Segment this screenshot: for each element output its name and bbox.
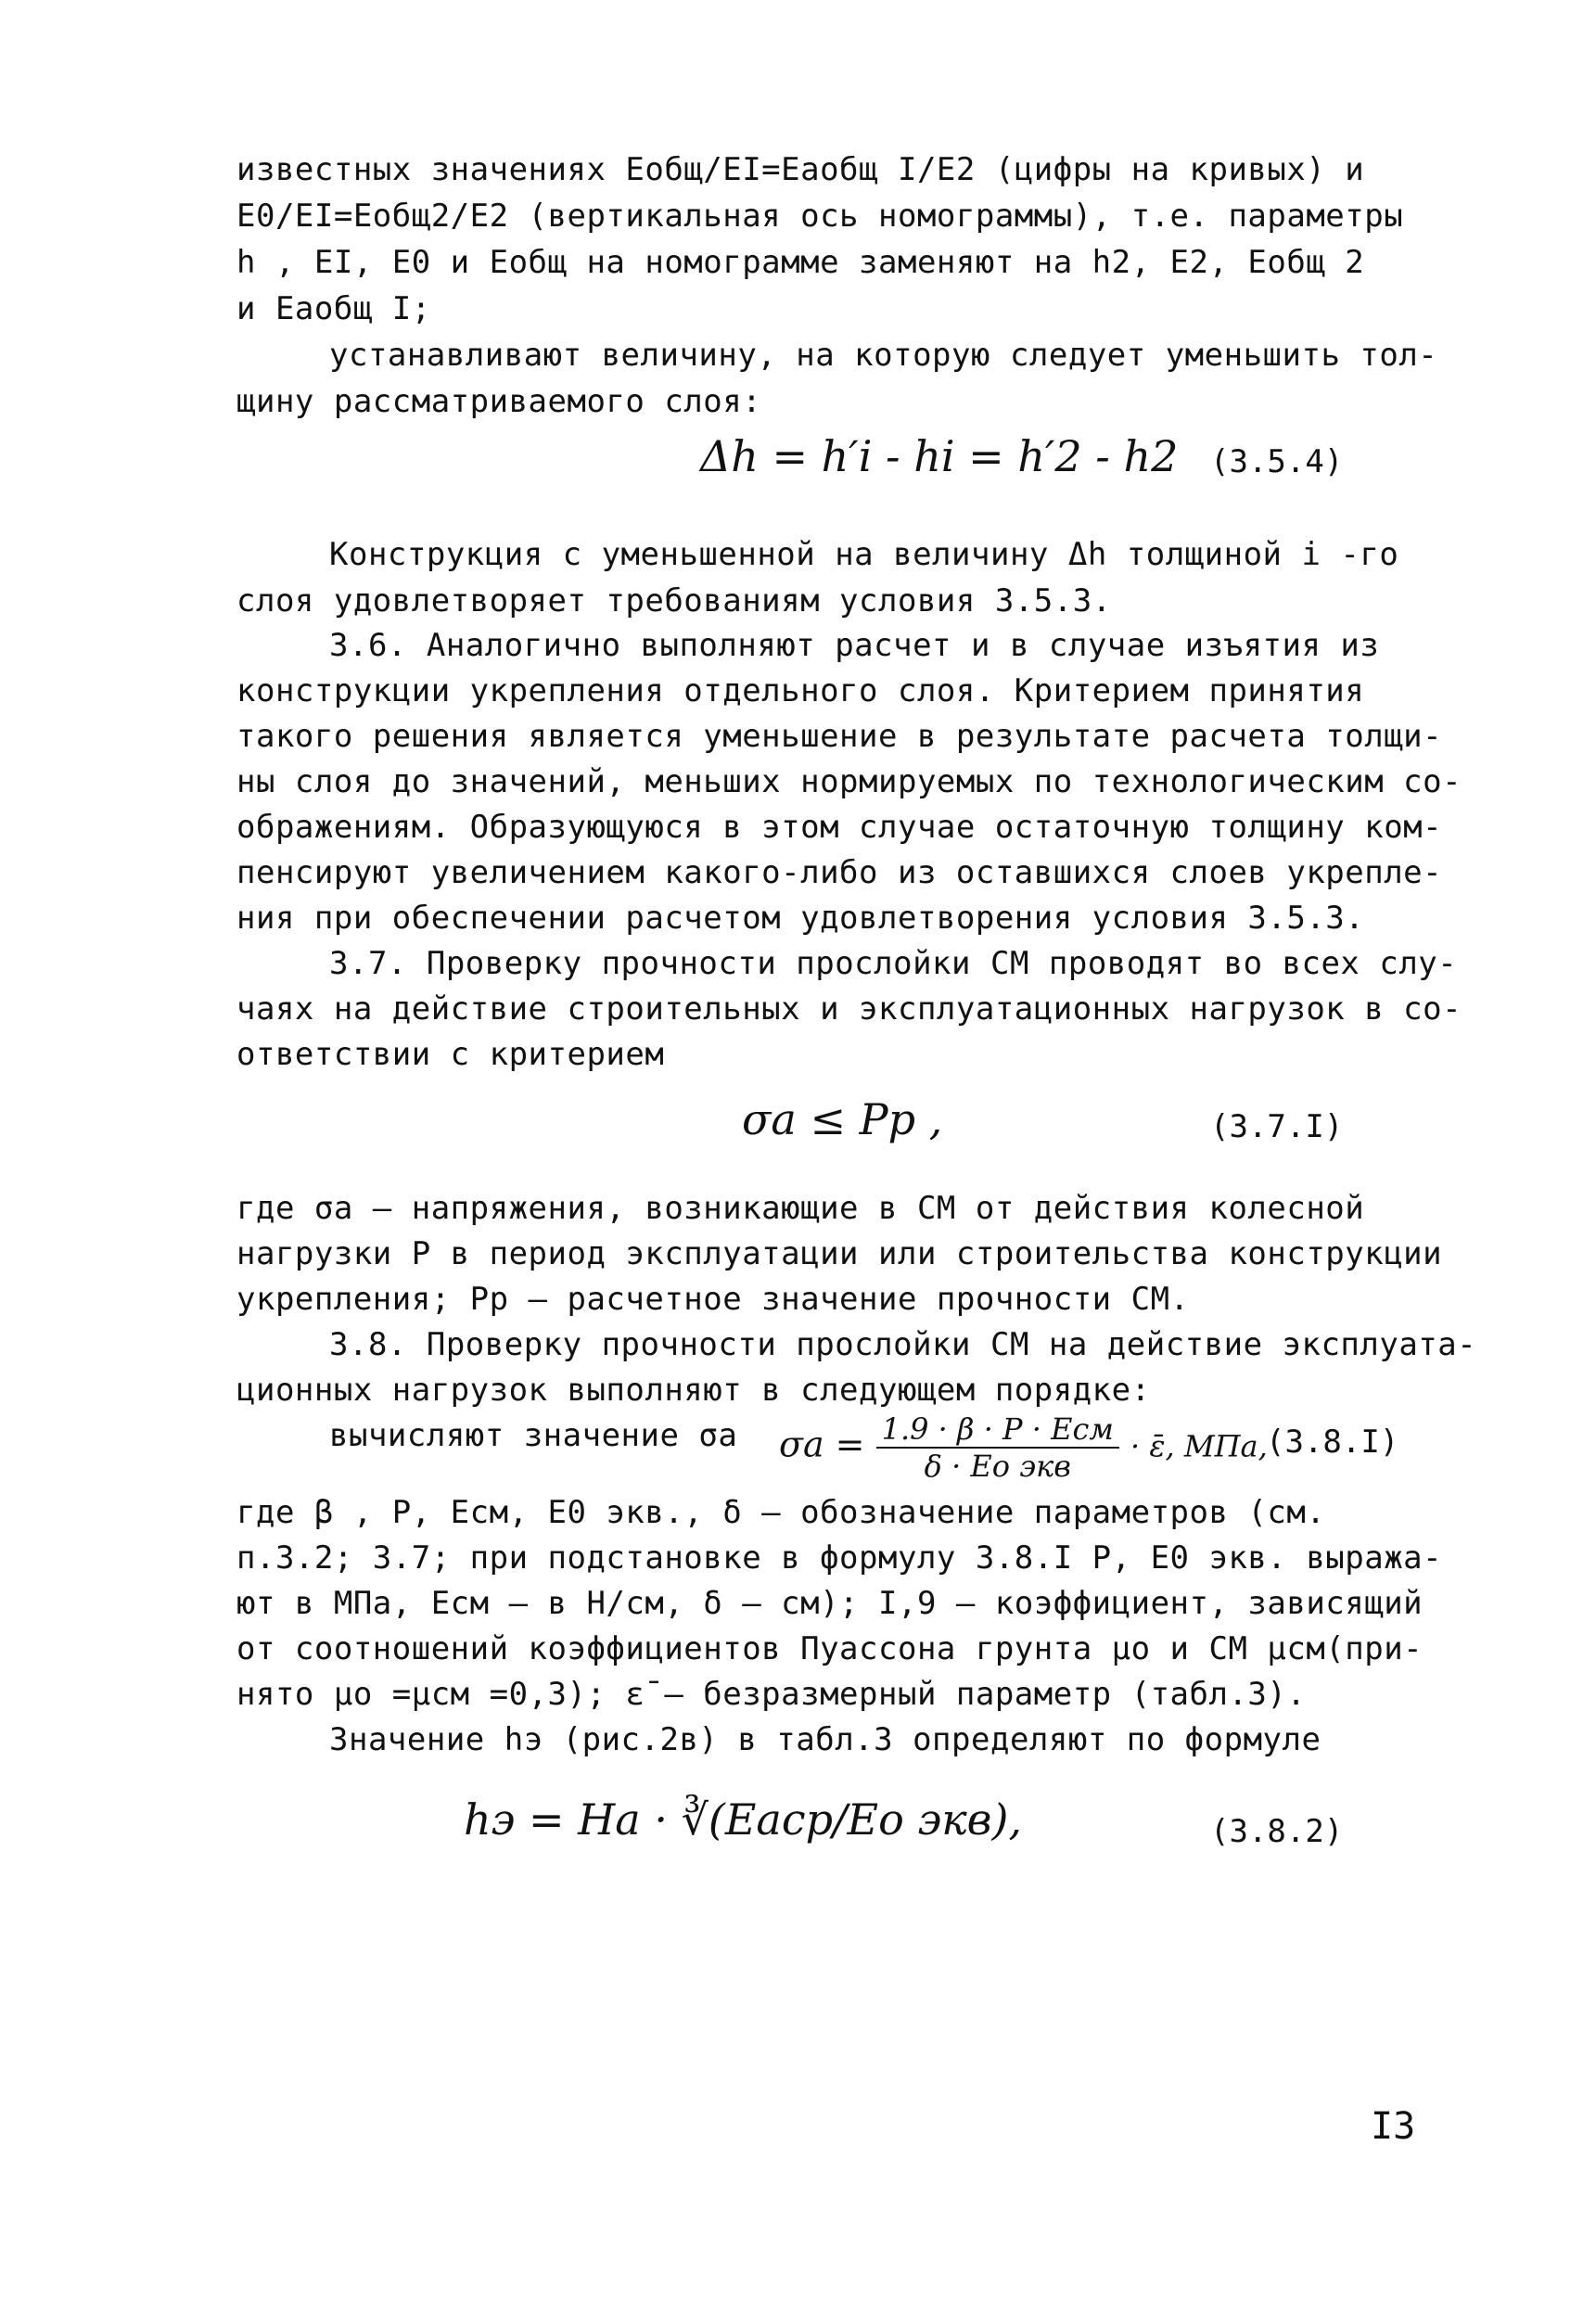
text-line: п.3.2; 3.7; при подстановке в формулу 3.8.I Р, Е0 экв. выража- xyxy=(236,1539,1443,1577)
text-line: где β , Р, Есм, Е0 экв., δ – обозначение параметров (см. xyxy=(236,1494,1326,1531)
text-line: пенсируют увеличением какого-либо из оставшихся слоев укрепле- xyxy=(236,854,1443,891)
equation-3-5-4: Δh = h′i - hi = h′2 - h2 xyxy=(700,431,1179,481)
text-line: ответствии с критерием xyxy=(236,1036,665,1073)
text-line: Значение hэ (рис.2в) в табл.3 определяют по формуле xyxy=(329,1721,1321,1758)
equation-number: (3.7.I) xyxy=(1210,1108,1344,1145)
text-line: ны слоя до значений, меньших нормируемых по технологическим со- xyxy=(236,763,1462,800)
text-line: нято μо =μсм =0,3); ε̄ – безразмерный параметр (табл.3). xyxy=(236,1676,1307,1713)
text-line: слоя удовлетворяет требованиям условия 3.5.3. xyxy=(236,582,1112,619)
text-line: где σa – напряжения, возникающие в СМ от действия колесной xyxy=(236,1190,1365,1227)
text-line: ционных нагрузок выполняют в следующем порядке: xyxy=(236,1372,1151,1409)
text-line: Е0/ЕI=Еобщ2/Е2 (вертикальная ось номограммы), т.е. параметры xyxy=(236,198,1404,235)
equation-fraction xyxy=(876,1411,1119,1484)
text-line: h , ЕI, Е0 и Еобщ на номограмме заменяют на h2, Е2, Еобщ 2 xyxy=(236,244,1365,281)
text-line: Конструкция с уменьшенной на величину Δh толщиной i -го xyxy=(329,536,1399,573)
equation-3-7-1: σa ≤ Pp , xyxy=(742,1094,943,1144)
text-line: известных значениях Еобщ/ЕI=Еaобщ I/Е2 (цифры на кривых) и xyxy=(236,151,1365,188)
equation-number: (3.5.4) xyxy=(1210,443,1344,480)
text-line: и Еaобщ I; xyxy=(236,290,431,327)
text-line: такого решения является уменьшение в результате расчета толщи- xyxy=(236,718,1443,755)
page-number: I3 xyxy=(1371,2105,1416,2148)
equation-number: (3.8.2) xyxy=(1210,1813,1344,1850)
text-line: 3.6. Аналогично выполняют расчет и в случае изъятия из xyxy=(329,627,1380,664)
text-line: чаях на действие строительных и эксплуатационных нагрузок в со- xyxy=(236,990,1462,1028)
equation-3-8-1 xyxy=(779,1411,1268,1484)
text-line: от соотношений коэффициентов Пуассона грунта μо и СМ μсм(при- xyxy=(236,1630,1424,1667)
text-line: щину рассматриваемого слоя: xyxy=(236,383,762,420)
text-line: ния при обеспечении расчетом удовлетворения условия 3.5.3. xyxy=(236,900,1365,937)
text-line: 3.8. Проверку прочности прослойки СМ на действие эксплуата- xyxy=(329,1326,1477,1363)
text-line: устанавливают величину, на которую следует уменьшить тол- xyxy=(329,337,1438,374)
equation-tail: · ε̄, МПа, xyxy=(1130,1428,1268,1464)
text-line: конструкции укрепления отдельного слоя. Критерием принятия xyxy=(236,672,1365,709)
equation-number: (3.8.I) xyxy=(1266,1424,1399,1461)
text-line: вычисляют значение σa xyxy=(329,1417,738,1454)
text-line: ют в МПа, Есм – в Н/см, δ – см); I,9 – коэффициент, зависящий xyxy=(236,1585,1424,1622)
text-line: ображениям. Образующуюся в этом случае остаточную толщину ком- xyxy=(236,809,1443,846)
fraction-denominator: δ · Eо экв xyxy=(924,1449,1071,1484)
text-line: 3.7. Проверку прочности прослойки СМ проводят во всех слу- xyxy=(329,945,1458,982)
text-line: нагрузки Р в период эксплуатации или строительства конструкции xyxy=(236,1235,1443,1272)
equation-3-8-2: hэ = Ha · ∛(Eaср/Eо экв), xyxy=(464,1794,1023,1845)
fraction-numerator: 1.9 · β · P · Eсм xyxy=(876,1411,1119,1449)
text-line: укрепления; Рр – расчетное значение прочности СМ. xyxy=(236,1281,1190,1318)
equation-lhs: σa = xyxy=(779,1424,865,1465)
